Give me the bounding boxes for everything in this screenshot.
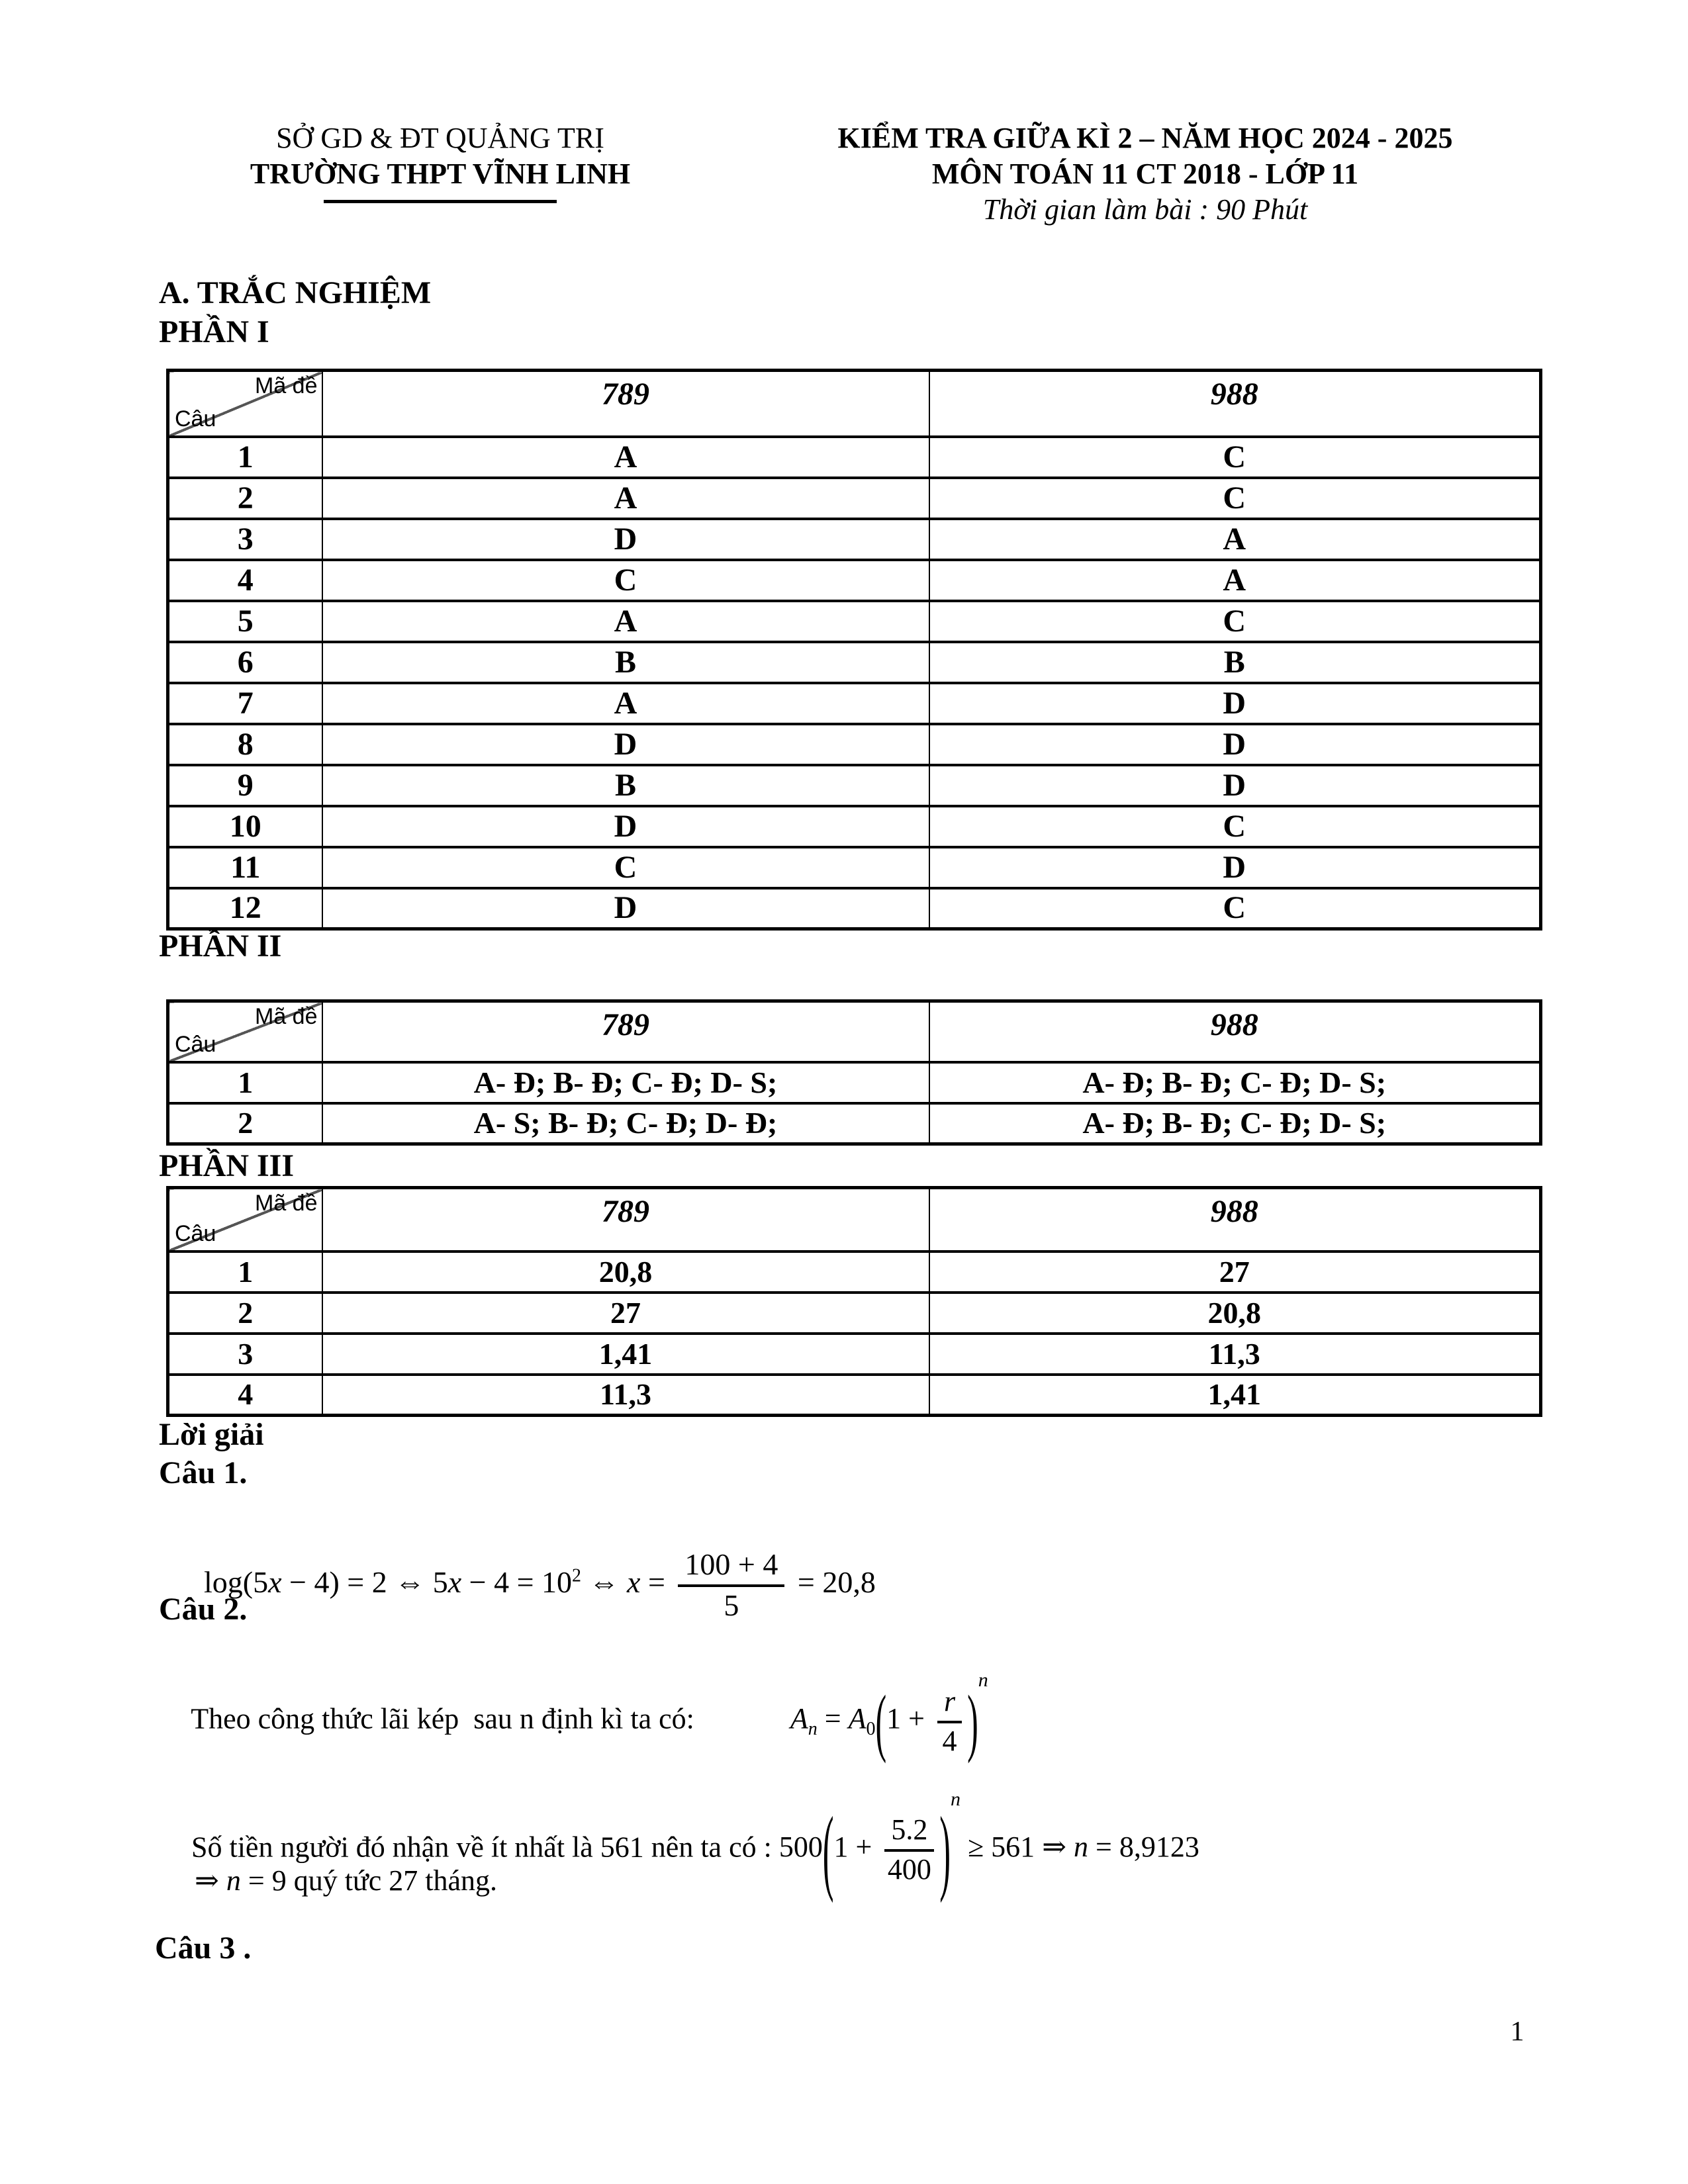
table-row: [168, 1334, 1541, 1375]
exponent: n: [978, 1668, 988, 1691]
cau-label: Câu: [175, 1220, 216, 1246]
phan3-title: PHẦN III: [159, 1148, 295, 1183]
exam-duration: Thời gian làm bài : 90 Phút: [982, 193, 1308, 226]
answer-988-cell: A- Đ; B- Đ; C- Đ; D- S;: [929, 1103, 1541, 1144]
department-name: SỞ GD & ĐT QUẢNG TRỊ: [276, 122, 604, 154]
table-row: [168, 806, 1541, 847]
cau-cell: 2: [168, 1103, 322, 1144]
fraction: $\frac{100 + 4}{5}$: [678, 1549, 784, 1622]
corner-header-cell: [168, 1001, 322, 1062]
left-paren: (: [875, 1678, 887, 1764]
left-paren: (: [822, 1796, 834, 1904]
answer-789-cell: D: [322, 519, 929, 560]
right-paren: ): [967, 1678, 978, 1764]
phan1-table: [166, 369, 1542, 931]
cau-cell: 4: [168, 560, 322, 601]
cau-cell: 9: [168, 765, 322, 806]
cau1-label: Câu 1.: [159, 1455, 248, 1490]
loi-giai-title: Lời giải: [159, 1417, 264, 1452]
table-header-row: [168, 371, 1541, 437]
cau2-label: Câu 2.: [159, 1592, 248, 1627]
code-789-header: 789: [322, 371, 929, 437]
code-988-header: 988: [929, 371, 1541, 437]
section-a-title: A. TRẮC NGHIỆM: [159, 275, 432, 310]
page-number: 1: [1510, 2017, 1524, 2047]
answer-789-cell: B: [322, 765, 929, 806]
answer-988-cell: A- Đ; B- Đ; C- Đ; D- S;: [929, 1062, 1541, 1103]
answer-988-cell: B: [929, 642, 1541, 683]
table-header-row: [168, 1001, 1541, 1062]
table-row: [168, 437, 1541, 478]
cau-cell: 8: [168, 724, 322, 765]
answer-988-cell: C: [929, 478, 1541, 519]
answer-789-cell: A: [322, 601, 929, 642]
table-row: [168, 683, 1541, 724]
cau-cell: 4: [168, 1375, 322, 1416]
compound-interest-formula: $A_n = A_0(1$ + $\frac{r}{4}$ )$^n$: [790, 1668, 988, 1764]
ma-de-label: Mã đề: [255, 1004, 318, 1029]
phan2-title: PHẦN II: [159, 929, 282, 964]
answer-988-cell: D: [929, 765, 1541, 806]
answer-789-cell: 1,41: [322, 1334, 929, 1375]
cau-cell: 6: [168, 642, 322, 683]
answer-988-cell: A: [929, 519, 1541, 560]
cau2-intro-text: Theo công thức lãi kép sau n định kì ta có:: [191, 1702, 694, 1735]
table-row: [168, 724, 1541, 765]
code-988-header: 988: [929, 1001, 1541, 1062]
table-row: [168, 560, 1541, 601]
cau-cell: 5: [168, 601, 322, 642]
answer-789-cell: D: [322, 888, 929, 929]
cau-label: Câu: [175, 406, 216, 432]
inequality-formula: 500(1 + $\frac{5.2}{400}$ )$^n$ ≥ 561 ⇒ n = 8,9123: [778, 1788, 1199, 1904]
answer-789-cell: B: [322, 642, 929, 683]
school-name: TRƯỜNG THPT VĨNH LINH: [250, 158, 631, 190]
answer-789-cell: A- Đ; B- Đ; C- Đ; D- S;: [322, 1062, 929, 1103]
cau-cell: 3: [168, 519, 322, 560]
cau-label: Câu: [175, 1031, 216, 1057]
answer-789-cell: A: [322, 478, 929, 519]
cau-cell: 7: [168, 683, 322, 724]
cau2-line1: [162, 1655, 988, 1788]
corner-header-cell: [168, 1188, 322, 1251]
answer-988-cell: 27: [929, 1251, 1541, 1293]
table-row: [168, 888, 1541, 929]
cau2-line3: ⇒ n = 9 quý tức 27 tháng.: [195, 1864, 498, 1897]
cau-cell: 3: [168, 1334, 322, 1375]
eq1-part: log(5x − 4) = 2 ⇔ $5x - 4 = 10^2$ ⇔ x =: [204, 1565, 673, 1599]
phan3-table: [166, 1186, 1542, 1417]
cau-cell: 1: [168, 1062, 322, 1103]
cau2-line2-text: Số tiền người đó nhận về ít nhất là 561 nên ta có :: [191, 1831, 779, 1864]
table-row: [168, 601, 1541, 642]
phan2-table: [166, 999, 1542, 1146]
code-988-header: 988: [929, 1188, 1541, 1251]
answer-988-cell: C: [929, 601, 1541, 642]
answer-988-cell: 11,3: [929, 1334, 1541, 1375]
eq1-result: = 20,8: [790, 1565, 876, 1599]
cau-cell: 12: [168, 888, 322, 929]
table-row: [168, 1251, 1541, 1293]
table-row: [168, 642, 1541, 683]
cau3-label: Câu 3 .: [155, 1931, 252, 1966]
code-789-header: 789: [322, 1001, 929, 1062]
cau-cell: 2: [168, 478, 322, 519]
answer-988-cell: C: [929, 437, 1541, 478]
exam-subject: MÔN TOÁN 11 CT 2018 - LỚP 11: [931, 158, 1359, 190]
answer-789-cell: D: [322, 806, 929, 847]
answer-789-cell: 20,8: [322, 1251, 929, 1293]
exam-header: [761, 120, 1529, 228]
answer-789-cell: 27: [322, 1293, 929, 1334]
answer-988-cell: A: [929, 560, 1541, 601]
exponent: n: [950, 1788, 961, 1810]
header-rule: [324, 200, 557, 203]
cau-cell: 11: [168, 847, 322, 888]
table-row: [168, 478, 1541, 519]
answer-789-cell: C: [322, 847, 929, 888]
table-row: [168, 1062, 1541, 1103]
answer-988-cell: C: [929, 806, 1541, 847]
table-row: [168, 1293, 1541, 1334]
table-row: [168, 1375, 1541, 1416]
answer-789-cell: C: [322, 560, 929, 601]
cau-cell: 10: [168, 806, 322, 847]
table-row: [168, 519, 1541, 560]
cau-cell: 2: [168, 1293, 322, 1334]
school-header: [165, 120, 715, 203]
ma-de-label: Mã đề: [255, 373, 318, 398]
table-row: [168, 1103, 1541, 1144]
answer-988-cell: D: [929, 724, 1541, 765]
answer-988-cell: 1,41: [929, 1375, 1541, 1416]
answer-789-cell: A- S; B- Đ; C- Đ; D- Đ;: [322, 1103, 929, 1144]
exam-title: KIỂM TRA GIỮA KÌ 2 – NĂM HỌC 2024 - 2025: [837, 122, 1453, 154]
answer-789-cell: 11,3: [322, 1375, 929, 1416]
fraction: $\frac{5.2}{400}$: [884, 1815, 934, 1885]
answer-789-cell: A: [322, 683, 929, 724]
code-789-header: 789: [322, 1188, 929, 1251]
answer-988-cell: D: [929, 683, 1541, 724]
answer-988-cell: D: [929, 847, 1541, 888]
answer-789-cell: D: [322, 724, 929, 765]
answer-988-cell: C: [929, 888, 1541, 929]
fraction: $\frac{r}{4}$: [937, 1686, 962, 1756]
ma-de-label: Mã đề: [255, 1191, 318, 1216]
corner-header-cell: [168, 371, 322, 437]
answer-988-cell: 20,8: [929, 1293, 1541, 1334]
table-row: [168, 765, 1541, 806]
cau-cell: 1: [168, 1251, 322, 1293]
right-paren: ): [939, 1796, 951, 1904]
cau1-equation: [173, 1512, 876, 1659]
phan1-title: PHẦN I: [159, 314, 269, 349]
cau-cell: 1: [168, 437, 322, 478]
table-header-row: [168, 1188, 1541, 1251]
table-row: [168, 847, 1541, 888]
answer-789-cell: A: [322, 437, 929, 478]
